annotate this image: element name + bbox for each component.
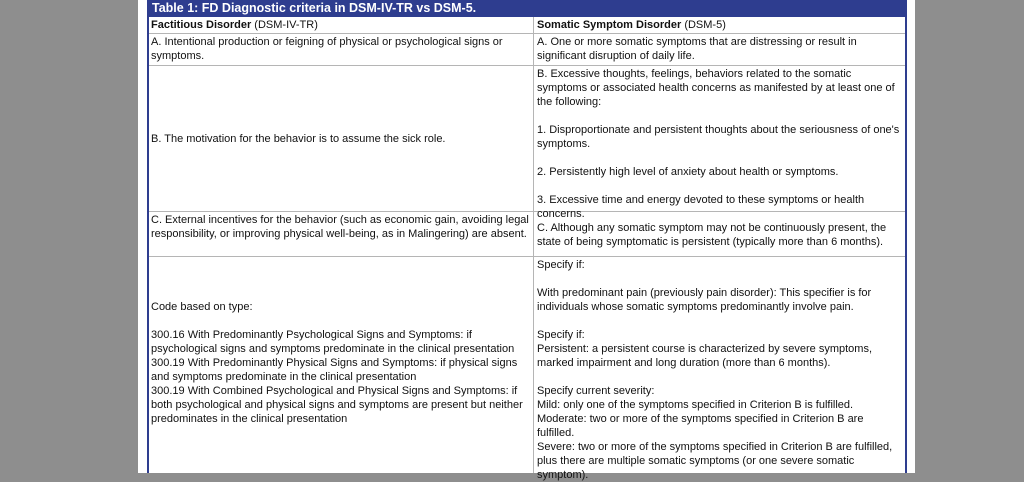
criterion-a-factitious: A. Intentional production or feigning of physical or psychological signs or symptoms.	[149, 34, 534, 65]
table-row-c	[149, 212, 905, 257]
table-row-d	[149, 257, 905, 481]
criterion-b-item-3: 3. Excessive time and energy devoted to these symptoms or health concerns.	[537, 194, 865, 220]
table-row-a	[149, 34, 905, 66]
specify-severity: Specify current severity:	[537, 385, 655, 397]
specify-if-1: Specify if:	[537, 259, 585, 271]
criterion-b-factitious	[149, 66, 534, 211]
header-right-note: (DSM-5)	[681, 19, 726, 31]
criteria-table	[147, 0, 907, 481]
criterion-c-factitious: C. External incentives for the behavior (such as economic gain, avoiding legal responsibility, or improving physical well-being, as in Malingering) are absent.	[149, 212, 534, 256]
predominant-pain-specifier: With predominant pain (previously pain disorder): This specifier is for individuals whose somatic symptoms predominantly involve pain.	[537, 287, 872, 313]
code-300-16: 300.16 With Predominantly Psychological Signs and Symptoms: if psychological signs and symptoms predominate in the clinical presentation	[151, 329, 515, 355]
code-based-on-type: Code based on type:	[151, 301, 253, 313]
criterion-b-item-2: 2. Persistently high level of anxiety about health or symptoms.	[537, 166, 839, 178]
severity-severe: Severe: two or more of the symptoms specified in Criterion B are fulfilled, plus there are multiple somatic symptoms (or one severe somatic symptom).	[537, 441, 893, 481]
criterion-b-somatic	[534, 66, 905, 220]
document-page	[138, 0, 915, 481]
criterion-b-left-text: B. The motivation for the behavior is to assume the sick role.	[151, 133, 446, 145]
table-row-b	[149, 66, 905, 220]
code-300-19-combined: 300.19 With Combined Psychological and Physical Signs and Symptoms: if both psychological and physical signs and symptoms are present but neither predominates in the clinical presentation	[151, 385, 523, 425]
criterion-c-right-text: C. Although any somatic symptom may not be continuously present, the state of being symptomatic is persistent (typically more than 6 months).	[537, 221, 887, 248]
severity-mild: Mild: only one of the symptoms specified in Criterion B is fulfilled.	[537, 399, 854, 411]
specify-if-2: Specify if:	[537, 329, 585, 341]
header-right-title: Somatic Symptom Disorder	[537, 19, 682, 31]
header-factitious-disorder	[149, 17, 534, 33]
coding-types-factitious	[149, 257, 534, 473]
header-left-note: (DSM-IV-TR)	[251, 19, 318, 31]
specifiers-somatic	[534, 257, 905, 481]
header-somatic-symptom-disorder	[534, 17, 905, 33]
header-left-title: Factitious Disorder	[151, 19, 252, 31]
table-title: Table 1: FD Diagnostic criteria in DSM-IV-TR vs DSM-5.	[149, 0, 905, 17]
code-300-19-physical: 300.19 With Predominantly Physical Signs and Symptoms: if physical signs and symptoms predominate in the clinical presentation	[151, 357, 518, 383]
criterion-b-intro: B. Excessive thoughts, feelings, behaviors related to the somatic symptoms or associated health concerns as manifested by at least one of the following:	[537, 68, 895, 108]
criterion-a-somatic: A. One or more somatic symptoms that are distressing or result in significant disruption of daily life.	[537, 36, 857, 62]
criterion-c-somatic	[534, 212, 905, 256]
table-header-row	[149, 17, 905, 34]
severity-moderate: Moderate: two or more of the symptoms specified in Criterion B are fulfilled.	[537, 413, 864, 439]
persistent-specifier: Persistent: a persistent course is characterized by severe symptoms, marked impairment and long duration (more than 6 months).	[537, 343, 873, 369]
criterion-b-item-1: 1. Disproportionate and persistent thoughts about the seriousness of one's symptoms.	[537, 124, 900, 150]
